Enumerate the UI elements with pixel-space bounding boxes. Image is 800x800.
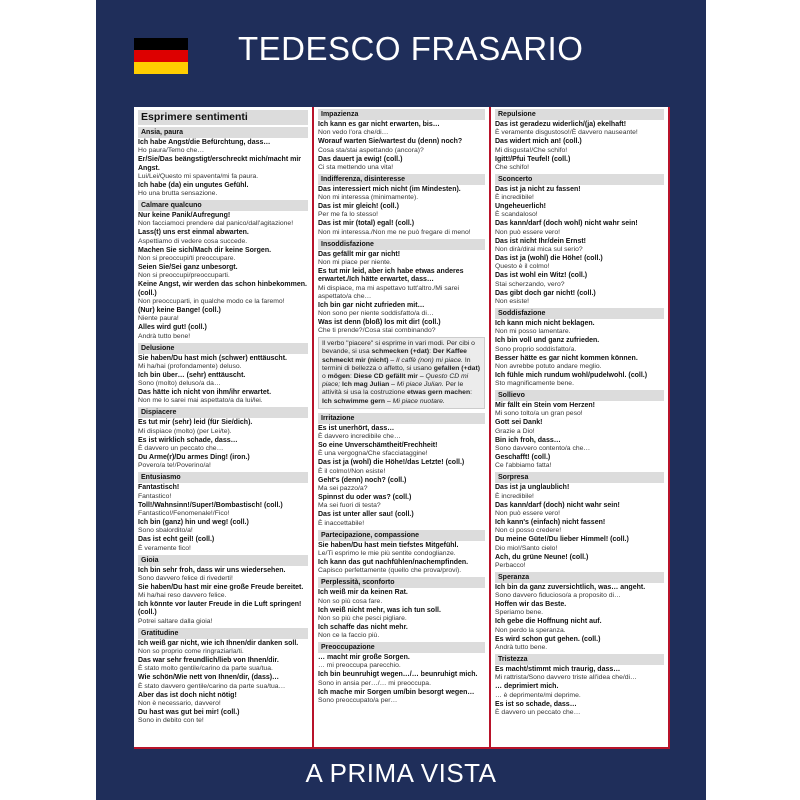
note-translation: – Mi piace nuotare. [386,397,445,405]
italian-translation: È il colmo!/Non esiste! [318,467,386,475]
note-verb: mögen [327,373,350,381]
italian-translation: È stato davvero gentile/carino da parte sua/tua… [138,682,286,690]
italian-translation: Andrà tutto bene! [138,332,191,340]
german-phrase: Mir fällt ein Stein vom Herzen! [495,402,595,410]
italian-translation: Non so più che pesci pigliare. [318,614,407,622]
german-phrase: Machen Sie sich/Mach dir keine Sorgen. [138,246,272,254]
german-phrase: Ich bin voll und ganz zufrieden. [495,337,600,345]
italian-translation: Lui/Lei/Questo mi spaventa/mi fa paura. [138,172,259,180]
section-title: Dispiacere [138,407,308,418]
page-title: TEDESCO FRASARIO [238,30,584,67]
german-phrase: Keine Angst, wir werden das schon hinbekommen. (coll.) [138,281,307,297]
phrase-entry [318,121,485,137]
italian-translation: Ma sei fuori di testa? [318,502,381,510]
phrase-entry [495,519,664,535]
italian-translation: Dio mio!/Santo cielo! [495,544,558,552]
german-phrase: Aber das ist doch nicht nötig! [138,691,237,699]
phrase-entry [495,186,664,202]
phrase-entry [138,212,308,228]
italian-translation: Mi ha/hai reso davvero felice. [138,592,227,600]
german-phrase: Wie schön/Wie nett von Ihnen/dir, (dass)… [138,674,280,682]
phrase-entry [318,607,485,623]
section-title: Gioia [138,555,308,566]
phrase-entry [495,138,664,154]
phrase-entry [318,138,485,154]
note-example: Ich schwimme gern [322,397,386,405]
phrase-entry [138,307,308,323]
german-phrase: Ich bin sehr froh, dass wir uns wiedersehen. [138,566,286,574]
italian-translation: È incredibile! [495,194,534,202]
phrase-entry [138,567,308,583]
german-phrase: Das hätte ich nicht von ihm/ihr erwartet. [138,389,272,397]
italian-translation: Non mi interessa (minimamente). [318,194,419,202]
phrase-entry [138,502,308,518]
german-phrase: Ich kann mich nicht beklagen. [495,319,595,327]
german-phrase: Das gibt doch gar nicht! (coll.) [495,289,596,297]
phrase-entry [495,156,664,172]
section-title: Tristezza [495,654,664,665]
german-phrase: Sie haben/Du hast mir eine große Freude bereitet. [138,583,304,591]
german-phrase: Nur keine Panik/Aufregung! [138,212,231,220]
section-title: Gratitudine [138,628,308,639]
italian-translation: Non facciamoci prendere dal panico/dall'agitazione! [138,220,294,228]
note-example: Ich mag Julian [342,381,390,389]
german-flag-icon [134,38,188,74]
note-translation: – Questo CD mi piace; [322,373,469,389]
german-phrase: … macht mir große Sorgen. [318,654,410,662]
section-title: Indifferenza, disinteresse [318,174,485,185]
section-title: Partecipazione, compassione [318,530,485,541]
note-translation: – Mi piace Julian. [391,381,444,389]
italian-translation: Povero/a te!/Poverino/a! [138,462,211,470]
phrase-entry [138,437,308,453]
phrase-entry [318,624,485,640]
german-phrase: Das kann/darf (doch) nicht wahr sein! [495,501,620,509]
footer-title: A PRIMA VISTA [305,758,497,788]
italian-translation: Mi ha/hai (profondamente) deluso. [138,362,242,370]
phrase-entry [495,355,664,371]
italian-translation: Ce l'abbiamo fatta! [495,462,552,470]
italian-translation: Non ci posso credere! [495,527,562,535]
note-text: In termini di bellezza o affetto, si usano [322,356,471,372]
phrase-entry [495,372,664,388]
phrase-entry [495,437,664,453]
italian-translation: È davvero un peccato che… [138,445,224,453]
phrase-entry [138,584,308,600]
section-title: Perplessità, sconforto [318,577,485,588]
phrase-entry [138,692,308,708]
german-phrase: Geschafft! (coll.) [495,454,551,462]
german-phrase: Ich weiß nicht mehr, was ich tun soll. [318,606,441,614]
phrase-entry [495,419,664,435]
german-phrase: Besser hätte es gar nicht kommen können. [495,354,638,362]
german-phrase: Ich habe Angst/die Befürchtung, dass… [138,139,271,146]
phrase-entry [318,654,485,670]
german-phrase: Das ist unter aller sau! (coll.) [318,511,414,519]
phrase-entry [495,203,664,219]
german-phrase: Spinnst du oder was? (coll.) [318,494,412,502]
italian-translation: Per me fa lo stesso! [318,211,379,219]
italian-translation: Che ti prende?/Cosa stai combinando? [318,327,436,335]
italian-translation: Ho paura/Temo che… [138,147,205,155]
german-phrase: Das ist geradezu widerlich/(ja) ekelhaft! [495,121,627,128]
italian-translation: Non dirà/dirai mica sul serio? [495,246,583,254]
phrase-entry [138,281,308,306]
german-phrase: Fantastisch! [138,484,180,492]
german-phrase: Ich bin über… (sehr) enttäuscht. [138,371,246,379]
phrase-entry [138,372,308,388]
german-phrase: Ich bin gar nicht zufrieden mit… [318,301,425,309]
german-phrase: … deprimiert mich. [495,683,559,691]
phrase-entry [495,536,664,552]
phrase-entry [318,689,485,705]
italian-translation: Sono in ansia per…/… mi preoccupa. [318,679,431,687]
german-phrase: Das dauert ja ewig! (coll.) [318,155,403,163]
phrase-entry [138,484,308,500]
german-phrase: Das ist mir gleich! (coll.) [318,203,399,211]
content-panel [134,107,670,749]
italian-translation: Non mi interessa./Non me ne può fregare di meno! [318,228,471,236]
phrase-entry [138,536,308,552]
german-phrase: Das ist mir (total) egal! (coll.) [318,220,415,228]
phrase-entry [495,502,664,518]
phrase-entry [318,442,485,458]
phrase-entry [495,584,664,600]
phrase-entry [495,272,664,288]
german-phrase: Igitt!/Pfui Teufel! (coll.) [495,155,571,163]
note-example: Diese CD gefällt mir [353,373,418,381]
italian-translation: Non preoccuparti, in qualche modo ce la faremo! [138,297,285,305]
german-phrase: Es tut mir leid, aber ich habe etwas anderes erwartet./Ich hätte erwartet, dass… [318,268,464,284]
note-text: Il verbo "piacere" si esprime in vari modi. Per cibi o bevande, si usa [322,340,475,356]
italian-translation: Perbacco! [495,561,526,569]
phrase-entry [495,618,664,634]
italian-translation: È scandaloso! [495,211,538,219]
phrase-entry [138,355,308,371]
italian-translation: Mi dispiace, ma mi aspettavo tutt'altro./Mi sarei aspettato/a che… [318,284,460,300]
german-phrase: Das interessiert mich nicht (im Mindesten). [318,185,461,193]
german-phrase: Es ist unerhört, dass… [318,424,395,432]
german-phrase: Das ist ja unglaublich! [495,484,570,492]
italian-translation: Sono davvero fiducioso/a a proposito di… [495,592,621,600]
italian-translation: Non mi piace per niente. [318,259,392,267]
section-title: Soddisfazione [495,308,664,319]
italian-translation: Niente paura! [138,315,179,323]
german-phrase: Worauf warten Sie/wartest du (denn) noch? [318,138,463,146]
italian-translation: È inaccettabile! [318,519,365,527]
german-phrase: Lass(t) uns erst einmal abwarten. [138,229,249,237]
german-phrase: Das ist nicht Ihr/dein Ernst! [495,237,587,245]
phrase-entry [318,156,485,172]
column-3 [489,107,668,747]
phrase-entry [495,666,664,682]
phrase-entry [138,229,308,245]
note-verb: etwas gern machen [407,389,471,397]
note-verb: schmecken (+dat) [371,348,430,356]
phrase-entry [318,220,485,236]
german-phrase: Ich bin beunruhigt wegen…/… beunruhigt mich. [318,671,478,679]
italian-translation: Non perdo la speranza. [495,626,566,634]
section-title: Entusiasmo [138,472,308,483]
italian-translation: Sono davvero felice di rivederti! [138,574,233,582]
german-phrase: Ich fühle mich rundum wohl/pudelwohl. (coll.) [495,371,648,379]
german-phrase: Du meine Güte!/Du lieber Himmel! (coll.) [495,536,629,544]
phrase-entry [318,589,485,605]
phrase-entry [318,425,485,441]
italian-translation: Andrà tutto bene. [495,644,548,652]
german-phrase: Ich kann's (einfach) nicht fassen! [495,518,606,526]
column-1 [134,107,312,747]
phrase-entry [138,454,308,470]
note-text: : [470,389,472,397]
italian-translation: Non si preoccupi/preoccuparti. [138,272,230,280]
note-text: : [429,348,432,356]
italian-translation: È una vergogna/Che sfacciataggine! [318,450,428,458]
phrase-entry [318,302,485,318]
section-title: Sconcerto [495,174,664,185]
german-phrase: Das ist ja nicht zu fassen! [495,185,581,193]
italian-translation: È stato molto gentile/carino da parte sua/tua. [138,665,273,673]
german-phrase: Ich mache mir Sorgen um/bin besorgt wegen… [318,688,475,696]
phrase-entry [495,121,664,137]
section-title: Speranza [495,572,664,583]
phrase-entry [138,389,308,405]
phrase-entry [138,264,308,280]
italian-translation: Sono sbalordito/a! [138,527,193,535]
italian-translation: Sono (molto) deluso/a da… [138,380,221,388]
section-title: Sorpresa [495,472,664,483]
german-phrase: Toll!/Wahnsinn!/Super!/Bombastisch! (coll.) [138,501,283,509]
italian-translation: È veramente disgustoso!/È davvero nauseante! [495,129,638,137]
phrase-entry [138,324,308,340]
italian-translation: Non so proprio come ringraziarla/ti. [138,648,244,656]
german-phrase: Ich weiß gar nicht, wie ich Ihnen/dir danken soll. [138,639,299,647]
phrase-entry [318,542,485,558]
german-phrase: Das ist ja (wohl) die Höhe! (coll.) [495,255,603,263]
italian-translation: Non avrebbe potuto andare meglio. [495,362,602,370]
italian-translation: È davvero un peccato che… [495,708,581,716]
flag-stripe-red [134,50,188,62]
german-phrase: Das kann/darf (doch wohl) nicht wahr sein! [495,220,638,228]
italian-translation: Non sono per niente soddisfatto/a di… [318,309,434,317]
note-translation: – Il caffè (non) mi piace. [390,356,463,364]
italian-translation: Non vedo l'ora che/di… [318,129,389,137]
german-phrase: Das war sehr freundlich/lieb von Ihnen/dir. [138,657,279,665]
german-phrase: Ich könnte vor lauter Freude in die Luft springen! (coll.) [138,601,302,617]
note-text: Per le attività si usa la costruzione [322,381,464,397]
note-example: Der Kaffee schmeckt mir (nicht) [322,348,467,364]
phrase-entry [495,701,664,717]
italian-translation: Cosa sta/stai aspettando (ancora)? [318,146,424,154]
section-title: Sollievo [495,390,664,401]
phrase-entry [138,674,308,690]
italian-translation: Ho una brutta sensazione. [138,190,218,198]
german-phrase: Ich schaffe das nicht mehr. [318,623,408,631]
german-phrase: So eine Unverschämtheit/Frechheit! [318,442,438,450]
german-phrase: Geht's (denn) noch? (coll.) [318,476,407,484]
phrase-entry [318,203,485,219]
piacere-note-box [318,337,485,409]
german-phrase: Ich kann das gut nachfühlen/nachempfinden. [318,558,469,566]
german-phrase: Was ist denn (bloß) los mit dir! (coll.) [318,318,441,326]
section-title: Calmare qualcuno [138,200,308,211]
italian-translation: Non esiste! [495,297,530,305]
italian-translation: Non è necessario, davvero! [138,699,221,707]
german-phrase: Ach, du grüne Neune! (coll.) [495,553,589,561]
german-phrase: Seien Sie/Sei ganz unbesorgt. [138,264,238,272]
italian-translation: Le/Ti esprimo le mie più sentite condoglianze. [318,549,456,557]
phrase-entry [318,459,485,475]
section-title: Impazienza [318,109,485,120]
italian-translation: Non può essere vero! [495,228,560,236]
section-title: Preoccupazione [318,642,485,653]
phrase-entry [138,419,308,435]
italian-translation: Mi dispiace (molto) (per Lei/te). [138,427,232,435]
italian-translation: È incredibile! [495,492,534,500]
german-phrase: Ungeheuerlich! [495,203,546,211]
german-phrase: Es wird schon gut gehen. (coll.) [495,635,601,643]
phrase-entry [495,454,664,470]
german-phrase: (Nur) keine Bange! (coll.) [138,306,221,314]
phrase-entry [138,657,308,673]
section-title: Repulsione [495,109,664,120]
italian-translation: È davvero incredibile che… [318,433,401,441]
italian-translation: … è deprimente/mi deprime. [495,691,581,699]
italian-translation: È veramente fico! [138,544,191,552]
italian-translation: Fantastico! [138,492,172,500]
italian-translation: Non può essere vero! [495,509,560,517]
phrase-entry [318,559,485,575]
german-phrase: Du hast was gut bei mir! (coll.) [138,708,240,716]
italian-translation: Sono davvero contento/a che… [495,445,591,453]
german-phrase: Das widert mich an! (coll.) [495,138,582,146]
phrase-entry [495,554,664,570]
phrase-entry [318,511,485,527]
italian-translation: Non ce la faccio più. [318,632,380,640]
german-phrase: Bin ich froh, dass… [495,436,561,444]
phrase-entry [495,320,664,336]
phrase-entry [495,484,664,500]
italian-translation: Aspettiamo di vedere cosa succede. [138,237,248,245]
italian-translation: Mi sono tolto/a un gran peso! [495,410,583,418]
flag-stripe-black [134,38,188,50]
phrase-entry [138,247,308,263]
phrase-entry [138,182,308,198]
italian-translation: Sono proprio soddisfatto/a. [495,345,577,353]
german-phrase: Es ist wirklich schade, dass… [138,436,238,444]
italian-translation: Non so più cosa fare. [318,597,383,605]
italian-translation: Ma sei pazzo/a? [318,485,368,493]
german-phrase: Ich weiß mir da keinen Rat. [318,589,408,597]
phrase-entry [318,477,485,493]
german-phrase: Sie haben/Du hast mich (schwer) enttäuscht. [138,354,287,362]
phrasebook-sheet [96,0,706,800]
phrase-entry [138,139,308,155]
section-title: Insoddisfazione [318,239,485,250]
italian-translation: Mi rattrista/Sono davvero triste all'idea che/di… [495,674,637,682]
german-phrase: Ich gebe die Hoffnung nicht auf. [495,618,602,626]
phrase-entry [495,683,664,699]
phrase-entry [495,402,664,418]
german-phrase: Ich bin (ganz) hin und weg! (coll.) [138,518,249,526]
phrase-entry [318,268,485,301]
italian-translation: Grazie a Dio! [495,427,535,435]
german-phrase: Du Arme(r)/Du armes Ding! (iron.) [138,454,250,462]
italian-translation: Non mi posso lamentare. [495,328,571,336]
phrase-entry [138,640,308,656]
german-phrase: Ich bin da ganz zuversichtlich, was… angeht. [495,583,646,591]
italian-translation: Non me lo sarei mai aspettato/a da lui/lei. [138,397,263,405]
german-phrase: Ich habe (da) ein ungutes Gefühl. [138,181,249,189]
column-2 [312,107,489,747]
section-title: Irritazione [318,413,485,424]
phrase-entry [138,709,308,725]
section-title: Ansia, paura [138,127,308,138]
italian-translation: Sono preoccupato/a per… [318,697,398,705]
phrase-entry [495,601,664,617]
italian-translation: Stai scherzando, vero? [495,280,565,288]
phrase-entry [495,636,664,652]
german-phrase: Gott sei Dank! [495,419,543,427]
phrase-entry [138,519,308,535]
german-phrase: Es tut mir (sehr) leid (für Sie/dich). [138,419,253,427]
italian-translation: Mi disgusta!/Che schifo! [495,146,568,154]
phrase-entry [495,238,664,254]
flag-stripe-gold [134,62,188,74]
section-title: Delusione [138,343,308,354]
italian-translation: Fantastico!/Fenomenale!/Fico! [138,509,230,517]
phrase-entry [318,251,485,267]
phrase-entry [495,290,664,306]
german-phrase: Ich kann es gar nicht erwarten, bis… [318,121,440,128]
phrase-entry [495,220,664,236]
phrase-entry [495,255,664,271]
italian-translation: Potrei saltare dalla gioia! [138,617,213,625]
main-section-title: Esprimere sentimenti [138,110,308,125]
phrase-entry [495,337,664,353]
italian-translation: Capisco perfettamente (quello che prova/provi). [318,567,462,575]
german-phrase: Hoffen wir das Beste. [495,601,567,609]
german-phrase: Es macht/stimmt mich traurig, dass… [495,666,621,674]
note-verb: gefallen (+dat) [433,364,480,372]
phrase-entry [318,494,485,510]
italian-translation: Speriamo bene. [495,609,543,617]
note-text: : [349,373,352,381]
german-phrase: Er/Sie/Das beängstigt/erschreckt mich/macht mir Angst. [138,156,302,172]
german-phrase: Das ist ja (wohl) die Höhe!/das Letzte! (coll.) [318,459,465,467]
italian-translation: Ci sta mettendo una vita! [318,163,394,171]
italian-translation: Sto magnificamente bene. [495,380,574,388]
german-phrase: Es ist so schade, dass… [495,700,577,708]
phrase-entry [318,671,485,687]
italian-translation: Non si preoccupi/ti preoccupare. [138,255,236,263]
german-phrase: Sie haben/Du hast mein tiefstes Mitgefühl. [318,541,459,549]
italian-translation: Che schifo! [495,163,530,171]
phrase-entry [138,601,308,626]
german-phrase: Das ist wohl ein Witz! (coll.) [495,272,588,280]
german-phrase: Alles wird gut! (coll.) [138,324,207,332]
phrase-entry [138,156,308,181]
german-phrase: Das gefällt mir gar nicht! [318,250,401,258]
italian-translation: Sono in debito con te! [138,717,204,725]
phrase-entry [318,186,485,202]
german-phrase: Das ist echt geil! (coll.) [138,536,215,544]
note-text: o [322,373,326,381]
phrase-entry [318,319,485,335]
italian-translation: … mi preoccupa parecchio. [318,662,401,670]
italian-translation: Questo è il colmo! [495,263,550,271]
